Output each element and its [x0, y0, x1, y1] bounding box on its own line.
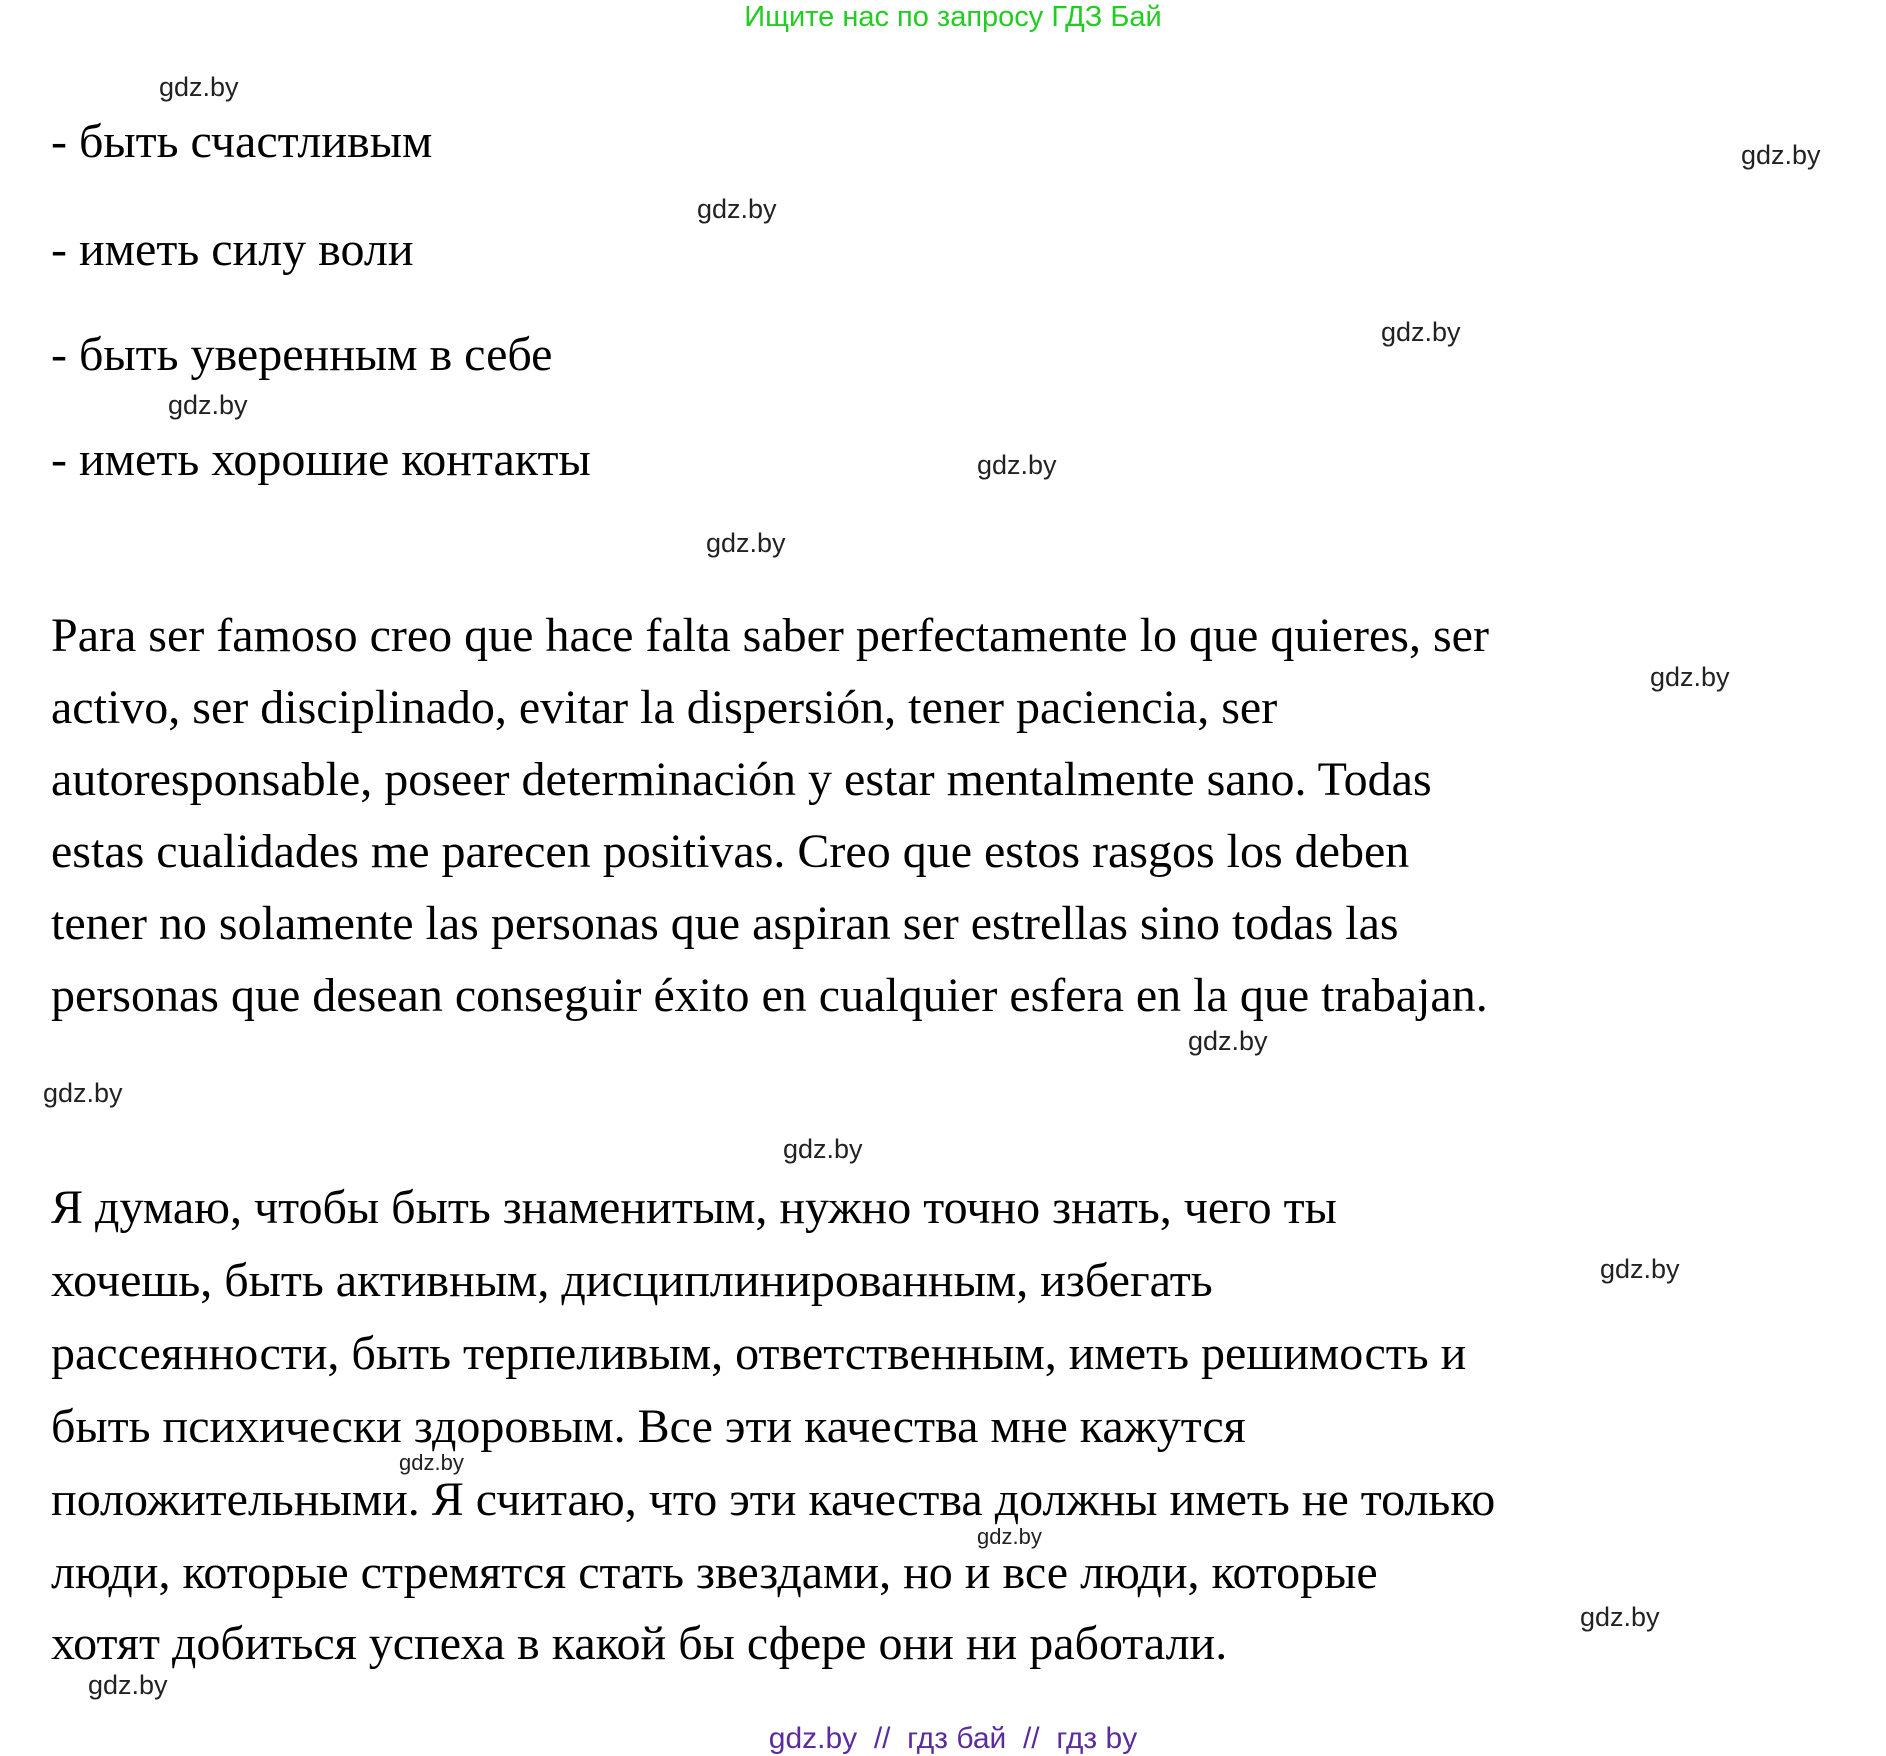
spanish-line: personas que desean conseguir éxito en cualquier esfera en la que trabajan. [51, 969, 1488, 1022]
watermark: gdz.by [706, 528, 786, 558]
watermark: gdz.by [783, 1134, 863, 1164]
watermark: gdz.by [1741, 140, 1821, 170]
watermark: gdz.by [1188, 1026, 1268, 1056]
watermark: gdz.by [399, 1450, 464, 1475]
watermark: gdz.by [697, 194, 777, 224]
watermark: gdz.by [88, 1670, 168, 1700]
spanish-line: Para ser famoso creo que hace falta saber perfectamente lo que quieres, ser [51, 609, 1489, 662]
watermark: gdz.by [43, 1078, 123, 1108]
header-banner: Ищите нас по запросу ГДЗ Бай [744, 1, 1162, 33]
russian-line: быть психически здоровым. Все эти качества мне кажутся [51, 1400, 1246, 1453]
list-item: - иметь силу воли [51, 223, 414, 276]
russian-line: хочешь, быть активным, дисциплинированным, избегать [51, 1254, 1213, 1307]
watermark: gdz.by [977, 450, 1057, 480]
russian-line: рассеянности, быть терпеливым, ответственным, иметь решимость и [51, 1327, 1467, 1380]
watermark: gdz.by [168, 390, 248, 420]
russian-line: положительными. Я считаю, что эти качества должны иметь не только [51, 1473, 1496, 1526]
list-item: - быть счастливым [51, 115, 433, 168]
watermark: gdz.by [1650, 662, 1730, 692]
spanish-line: autoresponsable, poseer determinación y estar mentalmente sano. Todas [51, 753, 1432, 806]
russian-line: Я думаю, чтобы быть знаменитым, нужно точно знать, чего ты [51, 1181, 1337, 1234]
watermark: gdz.by [159, 72, 239, 102]
spanish-line: activo, ser disciplinado, evitar la dispersión, tener paciencia, ser [51, 681, 1278, 734]
footer-links: gdz.by // гдз бай // гдз by [768, 1722, 1138, 1755]
list-item: - быть уверенным в себе [51, 328, 553, 381]
spanish-line: tener no solamente las personas que aspiran ser estrellas sino todas las [51, 897, 1399, 950]
russian-line: хотят добиться успеха в какой бы сфере они ни работали. [51, 1617, 1228, 1670]
watermark: gdz.by [977, 1524, 1042, 1549]
russian-line: люди, которые стремятся стать звездами, но и все люди, которые [51, 1546, 1378, 1599]
list-item: - иметь хорошие контакты [51, 433, 591, 486]
watermark: gdz.by [1600, 1254, 1680, 1284]
watermark: gdz.by [1580, 1602, 1660, 1632]
spanish-line: estas cualidades me parecen positivas. Creo que estos rasgos los deben [51, 825, 1410, 878]
watermark: gdz.by [1381, 317, 1461, 347]
